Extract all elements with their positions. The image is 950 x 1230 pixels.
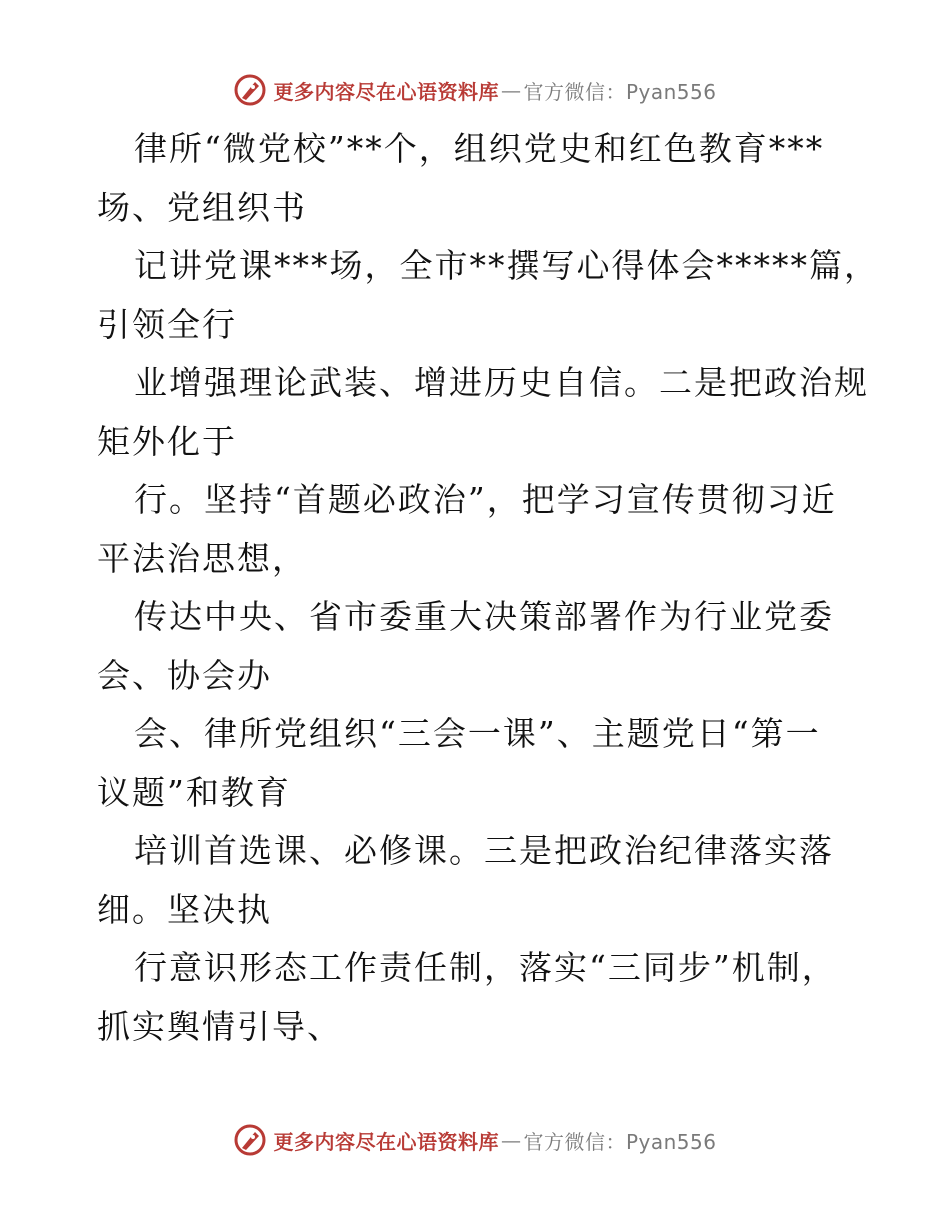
header-banner-wechat: 官方微信：Pyan556 xyxy=(523,79,717,104)
body-line: 律所“微党校”**个，组织党史和红色教育*** xyxy=(134,129,825,168)
body-line: 矩外化于 xyxy=(97,421,237,461)
body-line: 会、律所党组织“三会一课”、主题党日“第一 xyxy=(134,714,821,753)
footer-banner-title: 更多内容尽在心语资料库 xyxy=(273,1129,499,1154)
body-line: 平法治思想， xyxy=(97,538,307,578)
header-banner xyxy=(0,70,950,110)
footer-banner-dash: — xyxy=(500,1128,522,1152)
body-line: 行。坚持“首题必政治”，把学习宣传贯彻习近 xyxy=(134,480,837,519)
body-line: 记讲党课***场，全市**撰写心得体会*****篇， xyxy=(134,246,879,285)
body-line: 抓实舆情引导、 xyxy=(97,1006,342,1046)
body-line: 行意识形态工作责任制，落实“三同步”机制， xyxy=(134,948,837,987)
body-line: 议题”和教育 xyxy=(97,772,291,812)
pen-nib-logo-icon xyxy=(233,73,267,107)
header-banner-title: 更多内容尽在心语资料库 xyxy=(273,79,499,104)
body-line: 培训首选课、必修课。三是把政治纪律落实落 xyxy=(134,831,834,870)
body-line: 细。坚决执 xyxy=(97,889,272,929)
body-line: 传达中央、省市委重大决策部署作为行业党委 xyxy=(134,597,834,636)
body-line: 业增强理论武装、增进历史自信。二是把政治规 xyxy=(134,363,869,402)
document-body xyxy=(97,120,879,1056)
header-banner-dash: — xyxy=(500,78,522,102)
footer-banner-wechat: 官方微信：Pyan556 xyxy=(523,1129,717,1154)
body-line: 引领全行 xyxy=(97,304,237,344)
footer-banner xyxy=(0,1120,950,1160)
pen-nib-logo-icon xyxy=(233,1123,267,1157)
body-line: 会、协会办 xyxy=(97,655,272,695)
body-line: 场、党组织书 xyxy=(97,187,307,227)
